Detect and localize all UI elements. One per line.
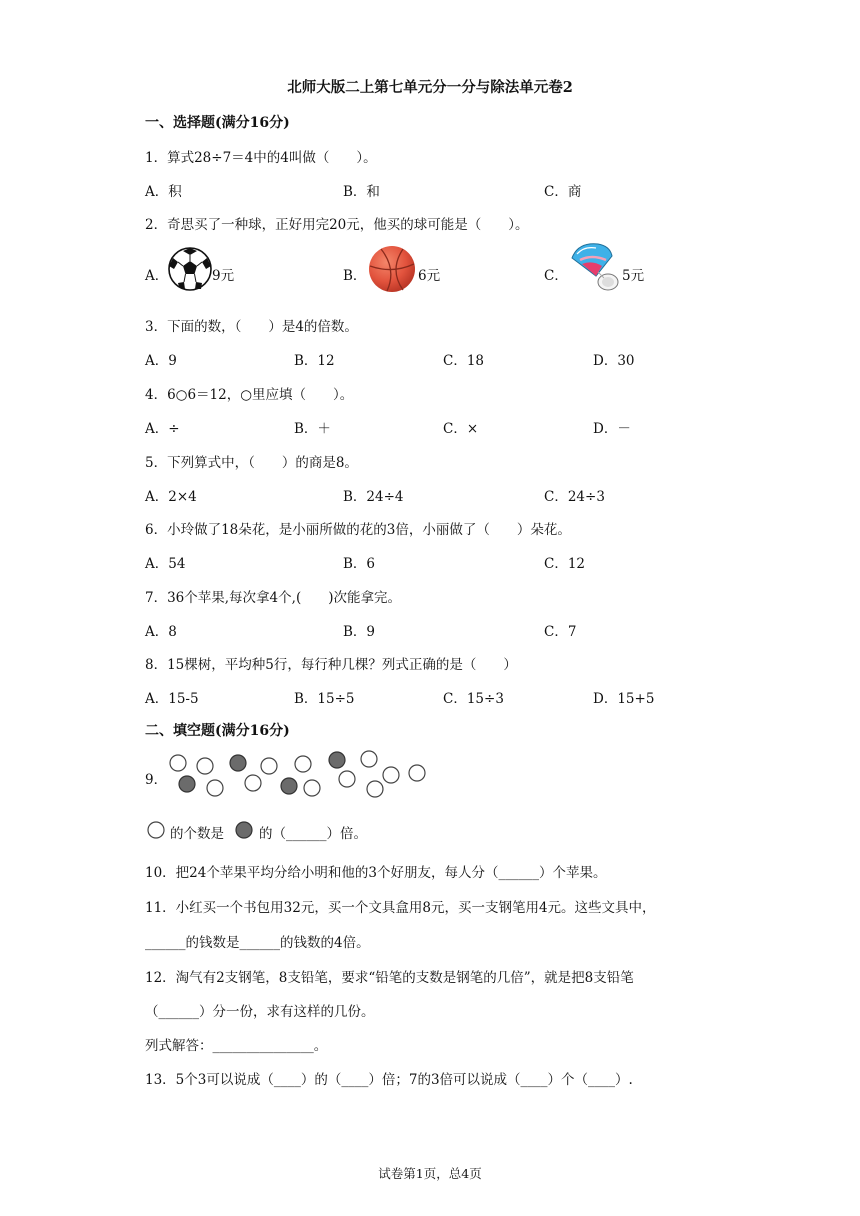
shuttlecock-icon [568, 240, 624, 296]
q2-option-b-letter: B． [343, 268, 367, 284]
q9-text-b: 的（______）倍。 [259, 826, 367, 842]
question-5-stem: 5．下列算式中，（ ）的商是8。 [145, 455, 358, 471]
q5-option-b: B．24÷4 [343, 489, 404, 505]
question-13: 13．5个3可以说成（____）的（____）倍；7的3倍可以说成（____）个（____）. [145, 1072, 633, 1088]
q3-option-d: D．30 [593, 353, 635, 369]
circle-group [160, 745, 440, 805]
q5-option-a: A．2×4 [145, 489, 197, 505]
section-choice-heading: 一、选择题(满分16分) [145, 115, 290, 131]
q4-option-a: A．÷ [145, 421, 180, 437]
q7-option-b: B．9 [343, 624, 376, 640]
white-circle [361, 751, 377, 767]
q8-option-b: B．15÷5 [294, 691, 355, 707]
white-circle [245, 775, 261, 791]
question-7-stem: 7．36个苹果,每次拿4个,( )次能拿完。 [145, 590, 401, 606]
q4-option-b: B．＋ [294, 421, 331, 437]
q9-text-a: 的个数是 [170, 826, 224, 842]
q3-option-c: C．18 [443, 353, 485, 369]
gray-circle [230, 755, 246, 771]
page-footer: 试卷第1页，总4页 [378, 1166, 482, 1181]
question-6-stem: 6．小玲做了18朵花，是小丽所做的花的3倍，小丽做了（ ）朵花。 [145, 522, 571, 538]
q8-option-c: C．15÷3 [443, 691, 504, 707]
question-1-stem: 1．算式28÷7＝4中的4叫做（ ）。 [145, 150, 377, 166]
white-circle [295, 756, 311, 772]
q6-option-b: B．6 [343, 556, 376, 572]
q3-option-a: A．9 [145, 353, 177, 369]
question-9-number: 9． [145, 772, 168, 788]
q4-option-c: C．× [443, 421, 479, 437]
section-fill-heading: 二、填空题(满分16分) [145, 723, 290, 739]
basketball-icon [367, 244, 417, 294]
question-11-line1: 11．小红买一个书包用32元，买一个文具盒用8元，买一支钢笔用4元。这些文具中， [145, 900, 656, 916]
gray-circle [329, 752, 345, 768]
q6-option-c: C．12 [544, 556, 586, 572]
question-8-stem: 8．15棵树，平均种5行，每行种几棵？列式正确的是（ ） [145, 657, 517, 673]
q2-option-a-letter: A． [145, 268, 169, 284]
white-circle [207, 780, 223, 796]
q6-option-a: A．54 [145, 556, 186, 572]
white-circle [170, 755, 186, 771]
q2-option-c-letter: C． [544, 268, 568, 284]
q2-option-a-price: 9元 [212, 268, 235, 284]
q7-option-c: C．7 [544, 624, 577, 640]
q4-option-d: D．－ [593, 421, 631, 437]
gray-circle-icon [234, 820, 254, 840]
white-circle [367, 781, 383, 797]
white-circle [339, 771, 355, 787]
q8-option-a: A．15-5 [145, 691, 199, 707]
white-circle [197, 758, 213, 774]
question-11-line2: ______的钱数是______的钱数的4倍。 [145, 935, 370, 951]
q7-option-a: A．8 [145, 624, 177, 640]
white-circle [304, 780, 320, 796]
question-12-answer-line: 列式解答：_______________。 [145, 1038, 328, 1054]
q1-option-a: A．积 [145, 184, 182, 200]
question-12-line2: （______）分一份，求有这样的几份。 [145, 1004, 375, 1020]
soccer-ball-icon [167, 246, 213, 292]
white-circle-icon [146, 820, 166, 840]
page-title: 北师大版二上第七单元分一分与除法单元卷2 [287, 79, 573, 96]
q3-option-b: B．12 [294, 353, 335, 369]
q2-option-c-price: 5元 [622, 268, 645, 284]
question-4-stem: 4．6○6＝12，○里应填（ ）。 [145, 387, 354, 403]
q5-option-c: C．24÷3 [544, 489, 605, 505]
gray-circle [179, 776, 195, 792]
question-2-stem: 2．奇思买了一种球，正好用完20元，他买的球可能是（ ）。 [145, 217, 529, 233]
white-circle [383, 767, 399, 783]
q1-option-b: B．和 [343, 184, 380, 200]
q2-option-b-price: 6元 [418, 268, 441, 284]
q1-option-c: C．商 [544, 184, 582, 200]
white-circle [261, 758, 277, 774]
question-3-stem: 3．下面的数，（ ）是4的倍数。 [145, 319, 358, 335]
q8-option-d: D．15+5 [593, 691, 655, 707]
question-12-line1: 12．淘气有2支钢笔，8支铅笔，要求“铅笔的支数是钢笔的几倍”，就是把8支铅笔 [145, 970, 634, 986]
question-10: 10．把24个苹果平均分给小明和他的3个好朋友，每人分（______）个苹果。 [145, 865, 607, 881]
gray-circle [281, 778, 297, 794]
white-circle [409, 765, 425, 781]
